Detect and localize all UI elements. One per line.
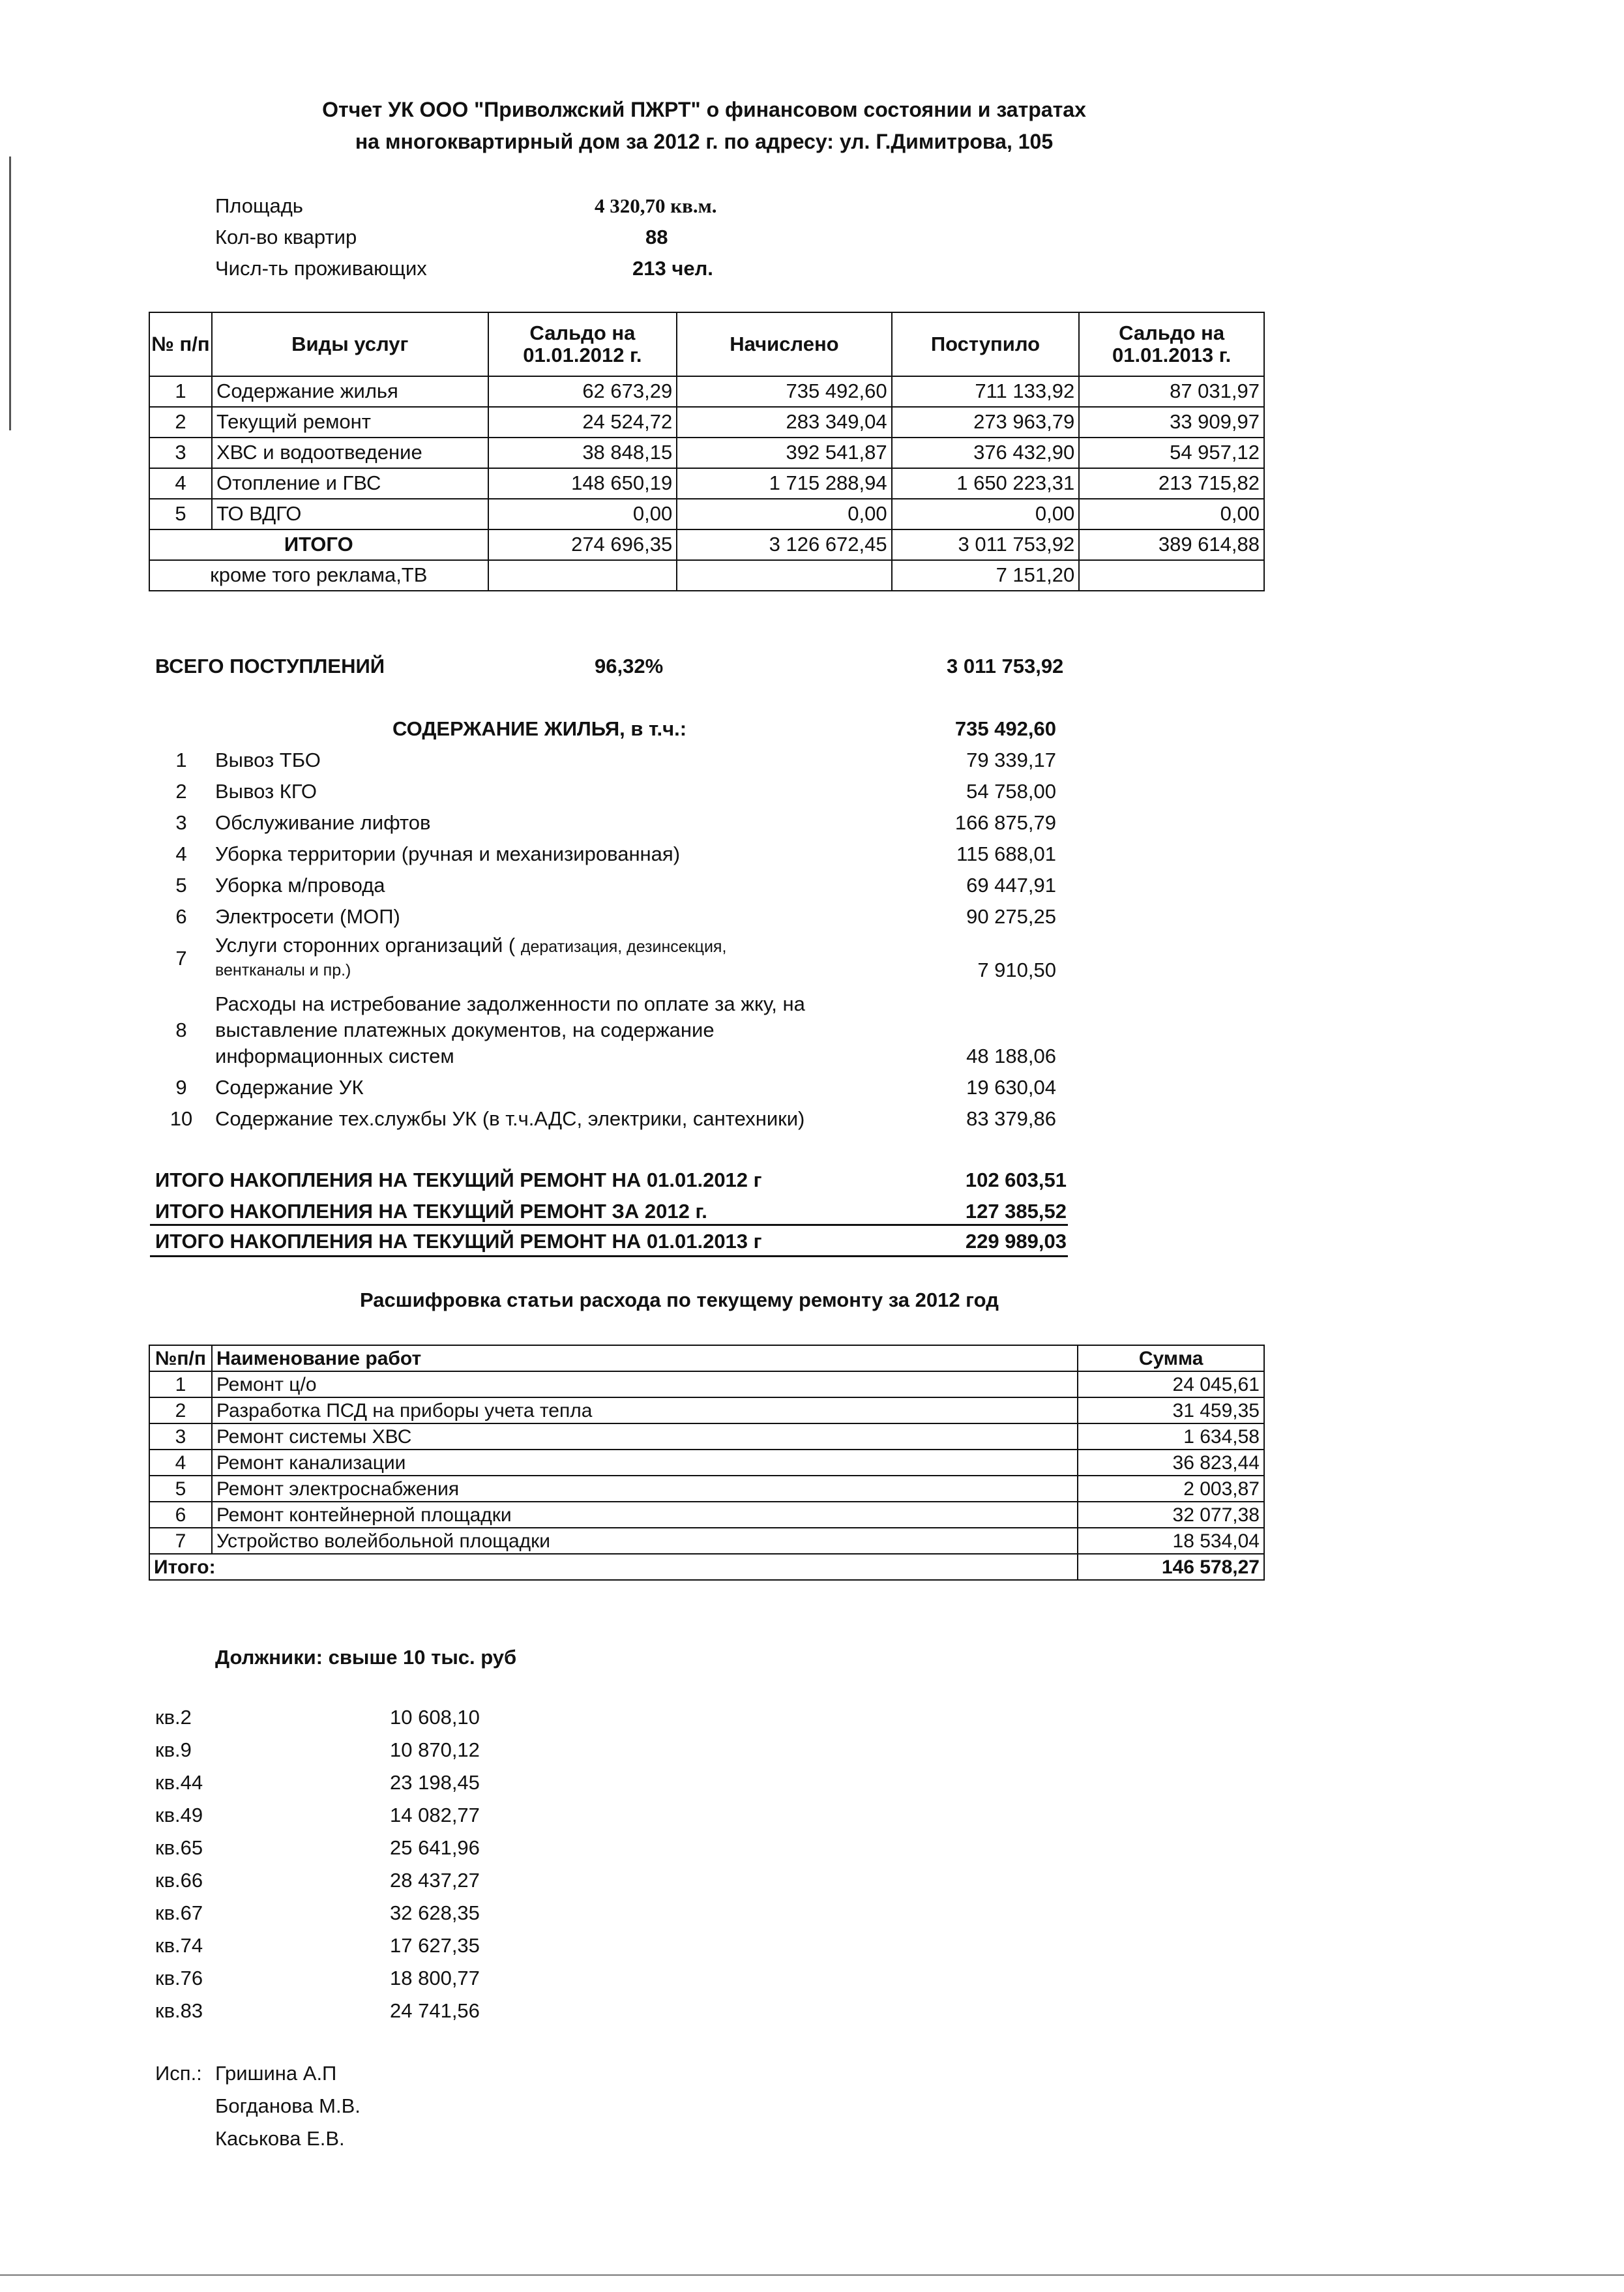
item-number: 3 (175, 811, 187, 834)
column-header: Наименование работ (212, 1345, 1078, 1371)
table-total-row (149, 529, 1264, 560)
debtor-amount: 14 082,77 (390, 1804, 480, 1826)
debtor-apartment: кв.67 (155, 1901, 203, 1924)
debtor-amount: 17 627,35 (390, 1934, 480, 1957)
repair-breakdown-table (149, 1345, 1265, 1581)
total-label: Итого: (149, 1554, 1078, 1580)
debtor-apartment: кв.83 (155, 1999, 203, 2022)
column-header: Сальдо на 01.01.2013 г. (1079, 312, 1264, 376)
row-number: 4 (149, 1450, 212, 1476)
item-name: Вывоз ТБО (215, 749, 321, 771)
work-name: Устройство волейбольной площадки (212, 1528, 1078, 1554)
table-row (149, 1397, 1264, 1423)
table-extra-row (149, 560, 1264, 591)
table-row (149, 468, 1264, 499)
info-value: 213 чел. (632, 257, 713, 280)
row-number: 6 (149, 1502, 212, 1528)
charged: 1 715 288,94 (677, 468, 891, 499)
item-value: 48 188,06 (966, 1045, 1056, 1067)
debtor-apartment: кв.65 (155, 1836, 203, 1859)
column-header: Сумма (1078, 1345, 1264, 1371)
executor-name: Гришина А.П (215, 2062, 337, 2085)
service-name: Отопление и ГВС (212, 468, 488, 499)
work-sum: 2 003,87 (1078, 1476, 1264, 1502)
balance-2012: 24 524,72 (488, 407, 677, 438)
item-value: 115 688,01 (956, 842, 1056, 865)
balance-2012: 148 650,19 (488, 468, 677, 499)
row-number: 3 (149, 1423, 212, 1450)
work-sum: 31 459,35 (1078, 1397, 1264, 1423)
balance-2012: 62 673,29 (488, 376, 677, 407)
balance-2013: 0,00 (1079, 499, 1264, 529)
item-name-note: вентканалы и пр.) (215, 961, 351, 979)
empty-cell (677, 560, 891, 591)
item-value: 7 910,50 (977, 959, 1056, 981)
total-label: ИТОГО (149, 529, 488, 560)
item-name-line: информационных систем (215, 1045, 454, 1067)
row-number: 5 (149, 499, 212, 529)
row-number: 1 (149, 376, 212, 407)
item-name: Вывоз КГО (215, 780, 317, 803)
total-receipts-label: ВСЕГО ПОСТУПЛЕНИЙ (155, 655, 385, 677)
repair-fund-value: 127 385,52 (965, 1200, 1067, 1223)
charged: 0,00 (677, 499, 891, 529)
debtors-title: Должники: свыше 10 тыс. руб (215, 1646, 517, 1669)
item-name-note: дератизация, дезинсекция, (520, 938, 727, 956)
service-name: Содержание жилья (212, 376, 488, 407)
work-name: Ремонт ц/о (212, 1371, 1078, 1397)
table-row (149, 1502, 1264, 1528)
charged: 735 492,60 (677, 376, 891, 407)
item-value: 79 339,17 (966, 749, 1056, 771)
item-value: 90 275,25 (966, 905, 1056, 928)
debtor-apartment: кв.9 (155, 1738, 192, 1761)
table-row (149, 1476, 1264, 1502)
total-receipts-value: 3 011 753,92 (947, 655, 1064, 677)
work-name: Разработка ПСД на приборы учета тепла (212, 1397, 1078, 1423)
maintenance-total: 735 492,60 (954, 717, 1056, 740)
row-number: 7 (149, 1528, 212, 1554)
table-row (149, 1528, 1264, 1554)
balance-2013: 33 909,97 (1079, 407, 1264, 438)
charged: 392 541,87 (677, 438, 891, 468)
item-number: 8 (175, 1019, 187, 1041)
total-received: 3 011 753,92 (892, 529, 1080, 560)
info-value: 4 320,70 кв.м. (595, 194, 717, 217)
table-row (149, 1371, 1264, 1397)
received: 273 963,79 (892, 407, 1080, 438)
item-number: 7 (175, 947, 187, 970)
row-number: 4 (149, 468, 212, 499)
table-row (149, 407, 1264, 438)
item-value: 83 379,86 (966, 1107, 1056, 1130)
debtor-amount: 24 741,56 (390, 1999, 480, 2022)
debtor-amount: 28 437,27 (390, 1869, 480, 1892)
extra-label: кроме того реклама,ТВ (149, 560, 488, 591)
info-label: Площадь (215, 194, 303, 217)
balance-2013: 213 715,82 (1079, 468, 1264, 499)
service-name: Текущий ремонт (212, 407, 488, 438)
received: 376 432,90 (892, 438, 1080, 468)
work-sum: 24 045,61 (1078, 1371, 1264, 1397)
item-value: 69 447,91 (966, 874, 1056, 897)
service-name: ХВС и водоотведение (212, 438, 488, 468)
divider-line (150, 1255, 1068, 1257)
repair-fund-label: ИТОГО НАКОПЛЕНИЯ НА ТЕКУЩИЙ РЕМОНТ ЗА 2012 г. (155, 1200, 707, 1223)
total-charged: 3 126 672,45 (677, 529, 891, 560)
empty-cell (1079, 560, 1264, 591)
item-name: Электросети (МОП) (215, 905, 400, 928)
column-header: Поступило (892, 312, 1080, 376)
debtor-apartment: кв.44 (155, 1771, 203, 1794)
services-table (149, 312, 1265, 591)
work-sum: 36 823,44 (1078, 1450, 1264, 1476)
table-row (149, 499, 1264, 529)
scan-bottom-edge (0, 2274, 1624, 2276)
total-receipts-percent: 96,32% (595, 655, 664, 677)
received: 711 133,92 (892, 376, 1080, 407)
debtor-amount: 23 198,45 (390, 1771, 480, 1794)
item-name: Уборка территории (ручная и механизированная) (215, 842, 681, 865)
column-header: Виды услуг (212, 312, 488, 376)
table-row (149, 1423, 1264, 1450)
debtor-amount: 18 800,77 (390, 1967, 480, 1989)
repair-fund-label: ИТОГО НАКОПЛЕНИЯ НА ТЕКУЩИЙ РЕМОНТ НА 01.01.2013 г (155, 1230, 762, 1253)
balance-2013: 87 031,97 (1079, 376, 1264, 407)
item-name (215, 934, 726, 957)
item-name: Обслуживание лифтов (215, 811, 431, 834)
table-header-row (149, 1345, 1264, 1371)
item-name-line: выставление платежных документов, на содержание (215, 1019, 715, 1041)
item-value: 19 630,04 (966, 1076, 1056, 1099)
column-header: Начислено (677, 312, 891, 376)
work-name: Ремонт контейнерной площадки (212, 1502, 1078, 1528)
row-number: 2 (149, 1397, 212, 1423)
column-header: Сальдо на 01.01.2012 г. (488, 312, 677, 376)
report-title-line2: на многоквартирный дом за 2012 г. по адресу: ул. Г.Димитрова, 105 (355, 130, 1054, 153)
item-value: 166 875,79 (954, 811, 1056, 834)
repair-breakdown-title: Расшифровка статьи расхода по текущему ремонту за 2012 год (360, 1288, 999, 1311)
work-sum: 18 534,04 (1078, 1528, 1264, 1554)
row-number: 3 (149, 438, 212, 468)
repair-fund-label: ИТОГО НАКОПЛЕНИЯ НА ТЕКУЩИЙ РЕМОНТ НА 01.01.2012 г (155, 1168, 762, 1191)
item-number: 1 (175, 749, 187, 771)
debtor-apartment: кв.76 (155, 1967, 203, 1989)
balance-2012: 38 848,15 (488, 438, 677, 468)
item-name: Уборка м/провода (215, 874, 385, 897)
item-name: Содержание УК (215, 1076, 364, 1099)
work-sum: 32 077,38 (1078, 1502, 1264, 1528)
debtor-amount: 10 870,12 (390, 1738, 480, 1761)
info-value: 88 (645, 226, 668, 248)
divider-line (150, 1224, 1068, 1226)
received: 1 650 223,31 (892, 468, 1080, 499)
executors-label: Исп.: (155, 2062, 202, 2085)
work-name: Ремонт системы ХВС (212, 1423, 1078, 1450)
debtor-amount: 32 628,35 (390, 1901, 480, 1924)
service-name: ТО ВДГО (212, 499, 488, 529)
debtor-amount: 25 641,96 (390, 1836, 480, 1859)
received: 0,00 (892, 499, 1080, 529)
work-sum: 1 634,58 (1078, 1423, 1264, 1450)
item-number: 5 (175, 874, 187, 897)
executor-name: Богданова М.В. (215, 2094, 361, 2117)
debtor-amount: 10 608,10 (390, 1706, 480, 1729)
debtor-apartment: кв.2 (155, 1706, 192, 1729)
item-number: 6 (175, 905, 187, 928)
executor-name: Каськова Е.В. (215, 2127, 345, 2150)
item-number: 10 (170, 1107, 193, 1130)
row-number: 5 (149, 1476, 212, 1502)
scan-edge-line (9, 156, 11, 430)
repair-fund-value: 102 603,51 (965, 1168, 1067, 1191)
debtor-apartment: кв.49 (155, 1804, 203, 1826)
report-title-line1: Отчет УК ООО "Приволжский ПЖРТ" о финансовом состоянии и затратах (322, 98, 1086, 121)
row-number: 1 (149, 1371, 212, 1397)
balance-2012: 0,00 (488, 499, 677, 529)
debtor-apartment: кв.74 (155, 1934, 203, 1957)
item-name-line: Расходы на истребование задолженности по оплате за жку, на (215, 992, 805, 1015)
item-number: 2 (175, 780, 187, 803)
extra-received: 7 151,20 (892, 560, 1080, 591)
balance-2013: 54 957,12 (1079, 438, 1264, 468)
work-name: Ремонт электроснабжения (212, 1476, 1078, 1502)
table-total-row (149, 1554, 1264, 1580)
maintenance-heading: СОДЕРЖАНИЕ ЖИЛЬЯ, в т.ч.: (392, 717, 687, 740)
table-row (149, 376, 1264, 407)
table-row (149, 1450, 1264, 1476)
column-header: №п/п (149, 1345, 212, 1371)
row-number: 2 (149, 407, 212, 438)
info-label: Числ-ть проживающих (215, 257, 427, 280)
charged: 283 349,04 (677, 407, 891, 438)
item-value: 54 758,00 (966, 780, 1056, 803)
debtor-apartment: кв.66 (155, 1869, 203, 1892)
total-sum: 146 578,27 (1078, 1554, 1264, 1580)
empty-cell (488, 560, 677, 591)
table-header-row (149, 312, 1264, 376)
repair-fund-value: 229 989,03 (965, 1230, 1067, 1253)
item-name: Содержание тех.службы УК (в т.ч.АДС, электрики, сантехники) (215, 1107, 805, 1130)
item-name-main: Услуги сторонних организаций ( (215, 934, 521, 957)
info-label: Кол-во квартир (215, 226, 357, 248)
item-number: 9 (175, 1076, 187, 1099)
total-balance-2012: 274 696,35 (488, 529, 677, 560)
table-row (149, 438, 1264, 468)
column-header: № п/п (149, 312, 212, 376)
item-number: 4 (175, 842, 187, 865)
total-balance-2013: 389 614,88 (1079, 529, 1264, 560)
work-name: Ремонт канализации (212, 1450, 1078, 1476)
